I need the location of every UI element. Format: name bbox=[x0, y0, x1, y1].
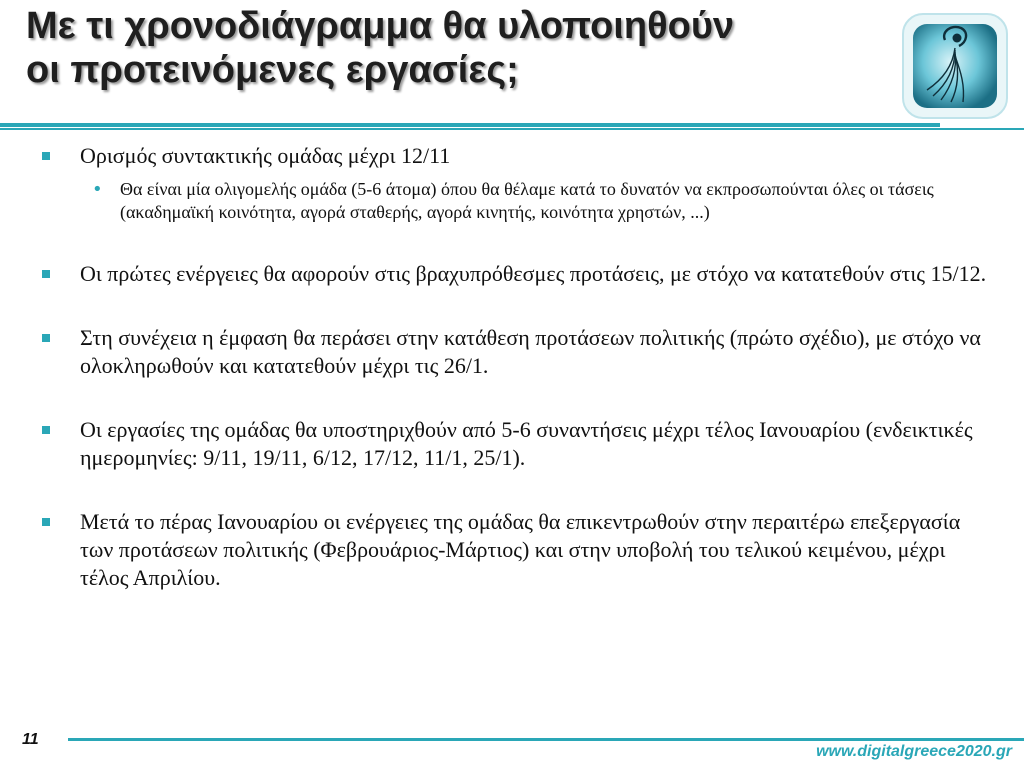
bullet-item bbox=[40, 508, 990, 592]
footer-url-link[interactable]: www.digitalgreece2020.gr bbox=[816, 743, 1012, 760]
bullet-item bbox=[40, 324, 990, 380]
slide-title: Με τι χρονοδιάγραμμα θα υλοποιηθούν οι προτεινόμενες εργασίες; bbox=[26, 5, 735, 91]
sub-bullet-text: Θα είναι μία ολιγομελής ομάδα (5-6 άτομα) όπου θα θέλαμε κατά το δυνατόν να εκπροσωπούνται όλες οι τάσεις (ακαδημαϊκή κοινότητα, αγορά σταθερής, αγορά κινητής, κοινότητα χρηστών, ...) bbox=[120, 179, 934, 222]
bullet-list bbox=[40, 142, 990, 592]
page-number: 11 bbox=[22, 731, 39, 748]
square-bullet-icon bbox=[42, 426, 50, 434]
square-bullet-icon bbox=[42, 518, 50, 526]
square-bullet-icon bbox=[42, 152, 50, 160]
sub-bullet-item bbox=[92, 178, 990, 224]
bullet-item bbox=[40, 142, 990, 170]
title-divider bbox=[0, 123, 940, 127]
square-bullet-icon bbox=[42, 334, 50, 342]
bullet-item bbox=[40, 260, 990, 288]
bullet-text: Μετά το πέρας Ιανουαρίου οι ενέργειες της ομάδας θα επικεντρωθούν στην περαιτέρω επεξεργασία των προτάσεων πολιτικής (Φεβρουάριος-Μάρτιος) και στην υποβολή του τελικού κειμένου, μέχρι τέλος Απριλίου. bbox=[80, 509, 961, 590]
bullet-item bbox=[40, 416, 990, 472]
bullet-text: Οι εργασίες της ομάδας θα υποστηριχθούν από 5-6 συναντήσεις μέχρι τέλος Ιανουαρίου (ενδεικτικές ημερομηνίες: 9/11, 19/11, 6/12, 17/12, 11/1, 25/1). bbox=[80, 417, 973, 470]
bullet-text: Στη συνέχεια η έμφαση θα περάσει στην κατάθεση προτάσεων πολιτικής (πρώτο σχέδιο), με στόχο να ολοκληρωθούν και κατατεθούν μέχρι τις 26/1. bbox=[80, 325, 981, 378]
digitalgreece-logo-icon bbox=[893, 4, 1017, 128]
bullet-text: Οι πρώτες ενέργειες θα αφορούν στις βραχυπρόθεσμες προτάσεις, με στόχο να κατατεθούν στις 15/12. bbox=[80, 261, 987, 286]
bullet-text: Ορισμός συντακτικής ομάδας μέχρι 12/11 bbox=[80, 143, 451, 168]
dot-bullet-icon: • bbox=[92, 179, 103, 200]
square-bullet-icon bbox=[42, 270, 50, 278]
title-divider-thin bbox=[0, 128, 1024, 130]
footer-divider bbox=[68, 738, 1024, 741]
